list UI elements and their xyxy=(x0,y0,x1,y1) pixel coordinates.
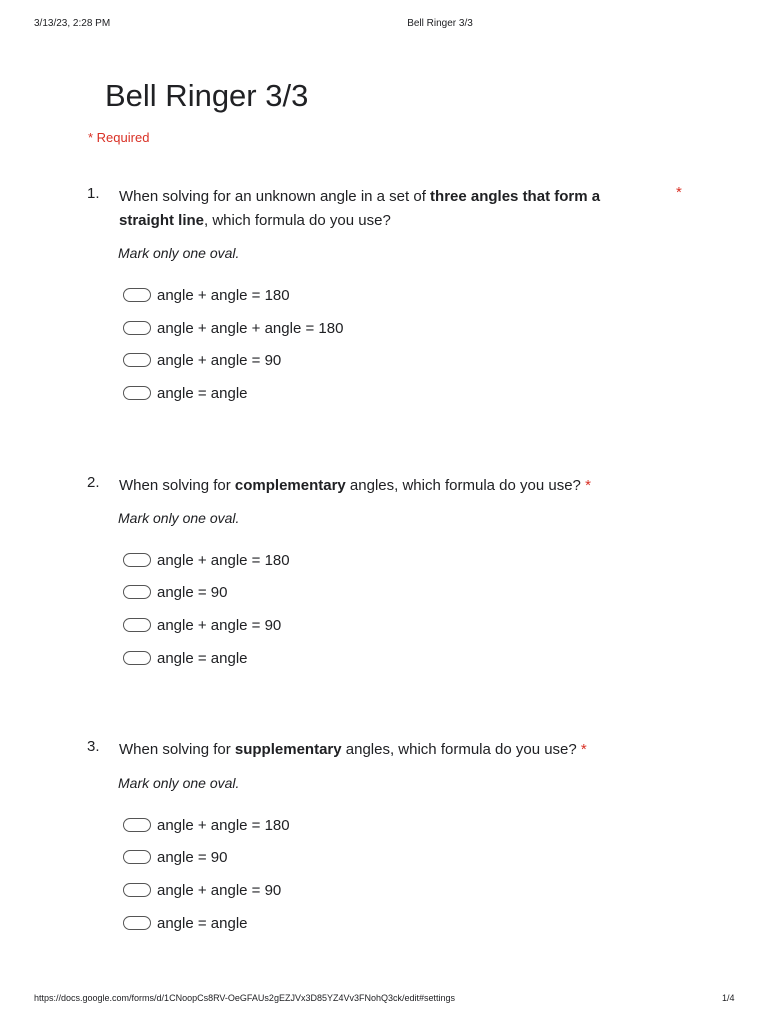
option[interactable] xyxy=(123,881,523,903)
instruction: Mark only one oval. xyxy=(118,510,240,526)
option[interactable] xyxy=(123,351,523,373)
question-text-bold: complementary xyxy=(234,477,346,494)
print-title: Bell Ringer 3/3 xyxy=(407,18,473,29)
question-text xyxy=(119,474,679,498)
option-label: angle = 90 xyxy=(157,584,228,601)
question-text-part: angles, which formula do you use? xyxy=(341,741,577,758)
question-text-bold: supplementary xyxy=(234,741,342,758)
option[interactable] xyxy=(123,384,523,406)
question-number: 3. xyxy=(87,738,100,755)
radio-oval[interactable] xyxy=(123,618,151,632)
option[interactable] xyxy=(123,583,523,605)
option-label: angle + angle = 180 xyxy=(157,552,290,569)
option-label: angle + angle = 90 xyxy=(157,882,282,899)
instruction: Mark only one oval. xyxy=(118,775,240,791)
option-label: angle = 90 xyxy=(157,849,228,866)
option[interactable] xyxy=(123,286,523,308)
required-star: * xyxy=(676,184,682,201)
radio-oval[interactable] xyxy=(123,916,151,930)
question-text-part: , which formula do you use? xyxy=(204,212,391,229)
form-title: Bell Ringer 3/3 xyxy=(105,78,309,113)
question-text xyxy=(119,738,679,762)
radio-oval[interactable] xyxy=(123,883,151,897)
question-text-part: When solving for an unknown angle in a set of xyxy=(119,188,431,205)
question-number: 2. xyxy=(87,474,100,491)
radio-oval[interactable] xyxy=(123,321,151,335)
option-label: angle + angle = 90 xyxy=(157,352,282,369)
radio-oval[interactable] xyxy=(123,651,151,665)
option-label: angle + angle = 180 xyxy=(157,817,290,834)
question-text-bold: three angles that form a straight line xyxy=(119,188,601,229)
page-url: https://docs.google.com/forms/d/1CNoopCs8RV-OeGFAUs2gEZJVx3D85YZ4Vv3FNohQ3ck/edit#settings xyxy=(34,993,456,1003)
option-label: angle + angle + angle = 180 xyxy=(157,320,344,337)
question-text-part: angles, which formula do you use? xyxy=(345,477,581,494)
question-number: 1. xyxy=(87,185,100,202)
radio-oval[interactable] xyxy=(123,553,151,567)
option[interactable] xyxy=(123,816,523,838)
option-label: angle = angle xyxy=(157,915,248,932)
required-star: * xyxy=(580,741,587,758)
option[interactable] xyxy=(123,319,523,341)
question-text-part: When solving for xyxy=(119,477,235,494)
instruction: Mark only one oval. xyxy=(118,245,240,261)
option-label: angle = angle xyxy=(157,650,248,667)
radio-oval[interactable] xyxy=(123,850,151,864)
required-note: * Required xyxy=(88,130,150,145)
question-text xyxy=(119,185,649,233)
radio-oval[interactable] xyxy=(123,818,151,832)
radio-oval[interactable] xyxy=(123,386,151,400)
radio-oval[interactable] xyxy=(123,585,151,599)
option[interactable] xyxy=(123,914,523,936)
option-label: angle + angle = 180 xyxy=(157,287,290,304)
option[interactable] xyxy=(123,551,523,573)
radio-oval[interactable] xyxy=(123,353,151,367)
print-date: 3/13/23, 2:28 PM xyxy=(34,18,111,29)
print-header xyxy=(0,18,768,32)
question-text-part: When solving for xyxy=(119,741,235,758)
option-label: angle + angle = 90 xyxy=(157,617,282,634)
option[interactable] xyxy=(123,616,523,638)
radio-oval[interactable] xyxy=(123,288,151,302)
option[interactable] xyxy=(123,848,523,870)
required-star: * xyxy=(585,477,591,494)
option[interactable] xyxy=(123,649,523,671)
page-number: 1/4 xyxy=(722,993,735,1003)
option-label: angle = angle xyxy=(157,385,248,402)
